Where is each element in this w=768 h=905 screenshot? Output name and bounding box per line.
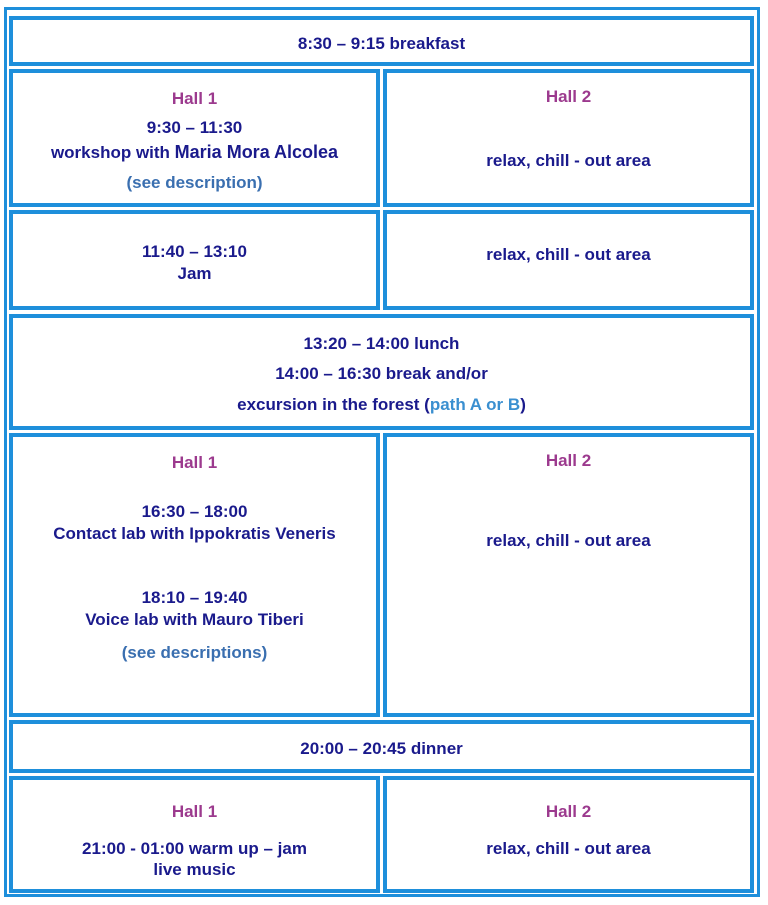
block1-time: 9:30 – 11:30 [146,118,243,137]
block3-time2: 18:10 – 19:40 [141,588,248,607]
block2-hall2-activity: relax, chill - out area [486,245,651,264]
dinner-text: 20:00 – 20:45 dinner [300,739,463,758]
block2-hall1-cell [9,210,380,310]
block1-hall2-cell [383,69,754,207]
hall2-title: Hall 2 [545,802,592,821]
block1-description-link[interactable]: (see description) [126,173,263,192]
dinner-row [9,720,754,773]
lunch-text: 13:20 – 14:00 lunch [303,334,460,353]
breakfast-text: 8:30 – 9:15 breakfast [297,34,466,53]
hall2-title: Hall 2 [545,451,592,470]
excursion-text [13,395,750,415]
hall1-title: Hall 1 [171,453,218,472]
block4-hall2-cell [383,776,754,893]
breakfast-row [9,16,754,66]
midday-row [9,314,754,430]
block1-activity [13,142,376,163]
block1-hall1-cell [9,69,380,207]
excursion-suffix: ) [520,395,526,414]
block1-hall2-activity: relax, chill - out area [486,151,651,170]
block3-time1: 16:30 – 18:00 [141,502,248,521]
excursion-prefix: excursion in the forest ( [237,395,430,414]
block3-descriptions-link[interactable]: (see descriptions) [121,643,268,662]
block4-activity1: 21:00 - 01:00 warm up – jam [82,839,307,858]
hall1-title: Hall 1 [171,802,218,821]
hall1-title: Hall 1 [171,89,218,108]
block3-hall2-cell [383,433,754,717]
block3-activity1: Contact lab with Ippokratis Veneris [53,524,336,543]
block3-hall1-cell [9,433,380,717]
block4-activity2: live music [153,860,236,879]
block4-hall2-activity: relax, chill - out area [486,839,651,858]
block2-hall2-cell [383,210,754,310]
block1-activity-prefix: workshop with [50,143,175,162]
block4-hall1-cell [9,776,380,893]
excursion-path-link[interactable]: path A or B [429,395,521,414]
block3-activity2: Voice lab with Mauro Tiberi [85,610,304,629]
break-text: 14:00 – 16:30 break and/or [275,364,488,383]
block1-activity-name: Maria Mora Alcolea [174,142,339,162]
block2-activity: Jam [177,264,212,283]
block2-time: 11:40 – 13:10 [142,242,247,261]
hall2-title: Hall 2 [545,87,592,106]
block3-hall2-activity: relax, chill - out area [486,531,651,550]
